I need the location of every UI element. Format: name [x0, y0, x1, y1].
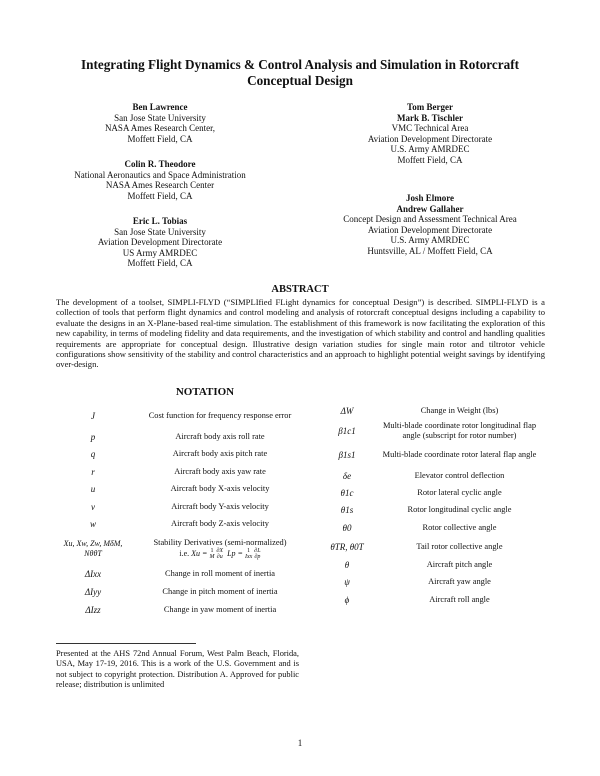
author-name: Tom Berger: [407, 102, 453, 112]
author-block-lawrence: [60, 102, 260, 144]
author-name: Josh Elmore: [405, 193, 455, 203]
affiliation-line: Aviation Development Directorate: [367, 224, 493, 235]
author-name: Eric L. Tobias: [132, 216, 188, 226]
notation-symbol: Xu, Xw, Zw, MδM, NθθT: [63, 539, 123, 558]
affiliation-line: U.S. Army AMRDEC: [390, 144, 470, 155]
notation-symbol: ΔIxx: [84, 569, 102, 579]
author-name: Mark B. Tischler: [397, 112, 463, 123]
notation-definition: Change in Weight (lbs): [420, 406, 499, 416]
notation-definition: Aircraft body axis pitch rate: [172, 449, 268, 459]
notation-row: [56, 481, 310, 499]
author-name: Andrew Gallaher: [396, 203, 464, 214]
notation-symbol: β1c1: [338, 426, 356, 436]
notation-symbol: ϕ: [344, 595, 350, 605]
notation-row: [56, 565, 310, 583]
affiliation-line: NASA Ames Research Center,: [104, 123, 216, 134]
notation-row: [320, 591, 545, 609]
stability-derivative-formula: i.e. Xu = 1 M ∂X ∂u Lp = 1 Ixx ∂L ∂p: [179, 547, 261, 560]
notation-definition: Aircraft roll angle: [429, 595, 490, 605]
notation-definition: Aircraft body axis roll rate: [175, 431, 265, 441]
notation-row: [56, 404, 310, 428]
notation-symbol: θ1c: [340, 487, 354, 498]
notation-row: [56, 498, 310, 516]
title-line-1: Integrating Flight Dynamics & Control Analysis and Simulation in Rotorcraft: [80, 57, 520, 72]
notation-definition: Aircraft yaw angle: [428, 577, 491, 587]
notation-row: [56, 583, 310, 601]
affiliation-line: US Army AMRDEC: [122, 247, 198, 258]
notation-definition: Cost function for frequency response error: [148, 411, 292, 421]
notation-symbol: δe: [342, 470, 352, 481]
notation-symbol: p: [90, 431, 96, 442]
notation-row: [320, 573, 545, 591]
notation-row: [320, 484, 545, 501]
page-number: 1: [297, 738, 303, 748]
notation-definition: Aircraft body Y-axis velocity: [171, 501, 269, 511]
affiliation-line: National Aeronautics and Space Administration: [74, 169, 246, 180]
notation-definition: Tail rotor collective angle: [416, 541, 503, 551]
notation-definition: Aircraft body Z-axis velocity: [171, 519, 269, 529]
affiliation-line: San Jose State University: [114, 112, 206, 123]
notation-row: [56, 463, 310, 481]
notation-row: [320, 419, 545, 443]
notation-definition: Elevator control deflection: [414, 470, 505, 480]
notation-row: [320, 403, 545, 419]
notation-symbol: θ: [344, 559, 350, 570]
affiliation-line: Moffett Field, CA: [127, 258, 193, 269]
stability-derivatives-label: Stability Derivatives (semi-normalized): [153, 538, 287, 548]
notation-definition: Multi-blade coordinate rotor lateral flap angle: [382, 450, 537, 460]
notation-row: [320, 443, 545, 467]
affiliation-line: Huntsville, AL / Moffett Field, CA: [367, 245, 493, 256]
notation-row: [320, 537, 545, 556]
affiliation-line: Concept Design and Assessment Technical Area: [343, 214, 517, 225]
notation-definition: Aircraft pitch angle: [426, 559, 493, 569]
notation-definition: Multi-blade coordinate rotor longitudinal flap angle (subscript for rotor number): [382, 421, 537, 440]
affiliation-line: Aviation Development Directorate: [97, 237, 223, 248]
notation-table-right: [320, 403, 545, 609]
author-block-berger-tischler: [320, 102, 540, 166]
notation-row: [320, 467, 545, 484]
title-line-2: Conceptual Design: [247, 73, 353, 88]
notation-definition: Change in yaw moment of inertia: [163, 605, 277, 615]
notation-definition: Aircraft body axis yaw rate: [174, 466, 266, 476]
affiliation-line: VMC Technical Area: [391, 123, 469, 134]
notation-row: [56, 446, 310, 464]
notation-heading: NOTATION: [175, 386, 235, 398]
notation-symbol: β1s1: [338, 450, 356, 460]
abstract-heading: ABSTRACT: [271, 284, 329, 295]
author-block-elmore-gallaher: [320, 193, 540, 257]
author-block-tobias: [60, 216, 260, 269]
notation-row: [56, 533, 310, 565]
notation-symbol: q: [90, 449, 96, 460]
notation-row: [320, 519, 545, 537]
notation-symbol: ΔIzz: [85, 605, 101, 615]
notation-symbol: J: [91, 411, 95, 421]
notation-row: [56, 428, 310, 446]
affiliation-line: Aviation Development Directorate: [367, 133, 493, 144]
notation-symbol: θ1s: [340, 505, 354, 515]
affiliation-line: NASA Ames Research Center: [105, 180, 215, 191]
notation-definition: Change in roll moment of inertia: [164, 569, 275, 579]
notation-definition: Change in pitch moment of inertia: [162, 587, 278, 597]
notation-definition: [130, 533, 310, 565]
notation-row: [320, 556, 545, 573]
abstract-text: The development of a toolset, SIMPLI-FLYD (“SIMPLIfied FLight dynamics for conceptual Design”) is described. SIMPLI-FLYD is a collection of tools that perform flight dynamics and control modeling and analysis of rotorcraft conceptual designs including a capability to evaluate the designs in an X-Plane-based real-time simulation. The establishment of this framework is now facilitating the exploration of this new capability, in terms of modeling fidelity and data requirements, and the investigation of which stability and control and handling qualities requirements are appropriate for conceptual design. Illustrative design variation studies for single main rotor and tiltrotor vehicle configurations show sensitivity of the stability and control characteristics and an approach to highlight potential weight savings by identifying over-design.: [56, 297, 545, 370]
notation-symbol: ΔIyy: [84, 587, 102, 597]
author-name: Colin R. Theodore: [124, 159, 196, 169]
affiliation-line: Moffett Field, CA: [127, 190, 193, 201]
notation-symbol: w: [89, 519, 96, 530]
notation-row: [56, 601, 310, 619]
author-name: Ben Lawrence: [132, 102, 188, 112]
notation-definition: Rotor longitudinal cyclic angle: [407, 505, 512, 515]
notation-symbol: r: [91, 466, 95, 477]
notation-definition: Rotor collective angle: [422, 523, 497, 533]
affiliation-line: Moffett Field, CA: [127, 133, 193, 144]
notation-row: [320, 501, 545, 519]
notation-symbol: θ0: [342, 523, 352, 533]
notation-definition: Aircraft body X-axis velocity: [170, 484, 270, 494]
notation-symbol: ψ: [344, 577, 350, 587]
paper-title: [60, 57, 540, 89]
footnote: Presented at the AHS 72nd Annual Forum, West Palm Beach, Florida, USA, May 17-19, 2016. This is a work of the U.S. Government and is not subject to copyright protection. Distribution A. Approved for public release; distribution is unlimited: [56, 649, 299, 690]
notation-symbol: ΔW: [340, 406, 354, 416]
notation-symbol: v: [91, 501, 95, 512]
footnote-rule: [56, 643, 196, 644]
notation-table-left: [56, 404, 310, 619]
notation-symbol: u: [90, 484, 96, 495]
affiliation-line: San Jose State University: [114, 226, 206, 237]
author-block-theodore: [60, 159, 260, 201]
affiliation-line: Moffett Field, CA: [397, 154, 463, 165]
notation-row: [56, 516, 310, 534]
notation-symbol: θTR, θ0T: [330, 541, 364, 552]
notation-definition: Rotor lateral cyclic angle: [417, 487, 502, 497]
affiliation-line: U.S. Army AMRDEC: [390, 235, 470, 246]
